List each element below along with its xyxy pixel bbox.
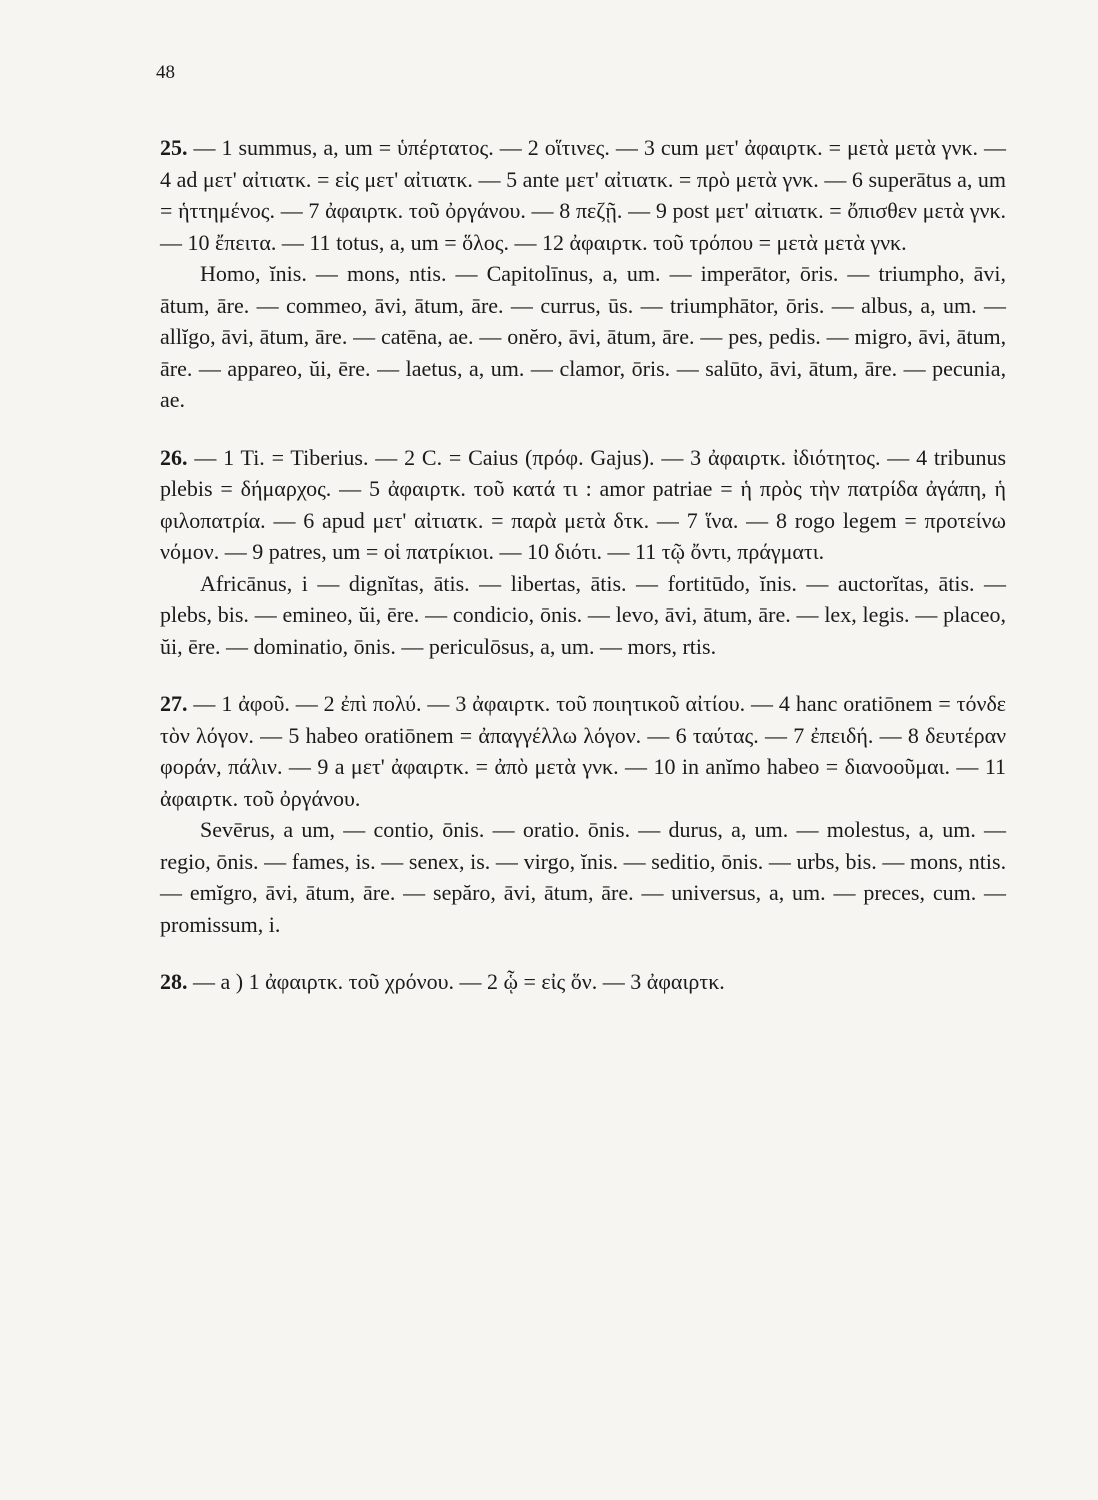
separator: — <box>306 261 347 286</box>
vocab-entry: auctorĭtas, ātis. <box>837 570 975 596</box>
separator: — <box>192 355 228 381</box>
vocab-entry: Africānus, i <box>200 570 308 596</box>
note-number: 5 <box>369 476 380 501</box>
separator: — <box>758 722 794 748</box>
separator: — <box>788 817 827 842</box>
separator: — <box>469 570 511 596</box>
separator: — <box>594 633 628 659</box>
separator: — <box>976 880 1007 905</box>
vocab-entry: dignĭtas, ātis. <box>348 570 470 596</box>
note-text: hanc oratiōnem = τόνδε τὸν λόγον. <box>160 691 1007 748</box>
separator: — <box>493 135 528 160</box>
note-text: ante μετ' αἰτιατκ. = πρὸ μετὰ γνκ. <box>522 166 819 192</box>
separator: — <box>950 754 985 779</box>
vocab-entry: sepăro, āvi, ātum, āre. <box>433 880 634 905</box>
separator: — <box>335 817 374 842</box>
vocab-entry: promissum, i. <box>160 911 281 937</box>
note-text: a μετ' ἀφαιρτκ. = ἀπὸ μετὰ γνκ. <box>334 754 619 779</box>
note-number: 7 <box>308 198 320 223</box>
separator: — <box>796 570 838 596</box>
note-text: διότι. <box>554 539 603 564</box>
vocab-entry: imperātor, ōris. <box>700 261 839 286</box>
note-number: 3 <box>643 135 655 160</box>
vocab-entry: Homo, ĭnis. <box>200 261 307 286</box>
note-text: ἀφαιρτκ. τοῦ χρόνου. <box>265 969 454 994</box>
separator: — <box>738 507 776 533</box>
section-2 <box>160 688 1006 940</box>
note-text: totus, a, um = ὅλος. <box>336 229 510 255</box>
note-text: summus, a, um = ὑπέρτατος. <box>238 135 494 160</box>
separator: — <box>524 355 560 381</box>
separator: — <box>790 602 825 627</box>
note-number: 2 <box>527 135 539 160</box>
note-number: 4 <box>916 444 928 470</box>
separator: — <box>909 602 944 627</box>
section-number: 26. <box>160 444 188 470</box>
note-text: apud μετ' αἰτιατκ. = παρὰ μετὰ δτκ. <box>322 507 650 533</box>
separator: — <box>824 292 862 318</box>
note-number: 8 <box>775 507 787 533</box>
separator: — <box>484 817 523 842</box>
note-text: ad μετ' αἰτιατκ. = εἰς μετ' αἰτιατκ. <box>176 166 473 192</box>
note-number: 9 <box>655 198 667 223</box>
note-text: ταύτας. <box>692 722 759 748</box>
separator: — <box>509 229 543 255</box>
vocab-entry: albus, a, um. <box>861 292 977 318</box>
section-notes <box>160 442 1006 568</box>
separator: — <box>275 198 309 223</box>
note-number: 6 <box>851 166 863 192</box>
note-text: tribunus plebis = δήμαρχος. <box>160 444 1007 501</box>
note-number: 2 <box>404 444 416 470</box>
note-number: 4 <box>778 691 790 716</box>
separator: — <box>248 602 283 627</box>
separator: — <box>258 848 292 874</box>
separator: — <box>421 691 456 716</box>
note-text: ἀφαιρτκ. τοῦ κατά τι : amor patriae = ἡ πρὸς τὴν πατρίδα ἀγάπη, ἡ φιλοπατρία. <box>160 476 1006 533</box>
vocab-entry: allĭgo, āvi, ātum, āre. <box>160 324 348 349</box>
separator: — <box>219 539 253 564</box>
note-number: 8 <box>559 198 571 223</box>
separator: — <box>220 633 254 659</box>
vocab-entry: triumphātor, ōris. <box>669 292 825 318</box>
note-text: rogo legem = προτείνω νόμον. <box>160 507 1007 564</box>
note-number: 6 <box>675 722 687 748</box>
separator: — <box>609 135 644 160</box>
vocab-entry: emineo, ŭi, ēre. <box>282 602 420 627</box>
separator: — <box>453 969 487 994</box>
note-number: 9 <box>317 754 329 779</box>
vocab-entry: seditio, ōnis. <box>651 848 764 874</box>
vocab-entry: currus, ūs. <box>540 292 634 318</box>
separator: — <box>307 570 349 596</box>
section-notes <box>160 132 1006 258</box>
separator: — <box>670 355 706 381</box>
separator: — <box>375 848 409 874</box>
separator: — <box>654 444 691 470</box>
separator: — <box>289 691 324 716</box>
separator: — <box>976 292 1007 318</box>
vocab-entry: mons, ntis. <box>910 848 1007 874</box>
separator: — <box>694 324 729 349</box>
note-text: ἀφαιρτκ. <box>646 969 725 994</box>
separator: — <box>160 229 188 255</box>
separator: — <box>193 691 222 716</box>
note-number: 7 <box>686 507 698 533</box>
section-prefix: a ) <box>220 969 244 994</box>
note-number: 4 <box>160 166 171 192</box>
note-number: 10 <box>526 539 549 564</box>
section-3 <box>160 966 1006 998</box>
separator: — <box>582 602 616 627</box>
vocab-entry: senex, is. <box>408 848 491 874</box>
note-number: 11 <box>309 229 331 255</box>
note-text: ἐπὶ πολύ. <box>340 691 422 716</box>
separator: — <box>978 135 1007 160</box>
separator: — <box>630 817 669 842</box>
note-number: 2 <box>323 691 335 716</box>
separator: — <box>331 476 369 501</box>
separator: — <box>160 880 190 905</box>
vocab-entry: contio, ōnis. <box>373 817 485 842</box>
document-body <box>160 132 1006 1024</box>
vocab-entry: clamor, ōris. <box>559 355 671 381</box>
vocab-entry: urbs, bis. <box>796 848 877 874</box>
section-notes <box>160 688 1006 814</box>
vocab-entry: triumpho, āvi, ātum, āre. <box>160 261 1007 318</box>
note-text: δευτέραν φοράν, πάλιν. <box>160 722 1007 779</box>
note-number: 1 <box>223 444 235 470</box>
separator: — <box>602 539 636 564</box>
section-1 <box>160 442 1006 663</box>
separator: — <box>370 355 406 381</box>
separator: — <box>618 754 654 779</box>
vocab-entry: Capitolīnus, a, um. <box>486 261 661 286</box>
separator: — <box>473 324 508 349</box>
vocab-entry: universus, a, um. <box>671 880 826 905</box>
separator: — <box>265 507 304 533</box>
vocabulary-list <box>160 258 1006 416</box>
note-text: habeo oratiōnem = ἀπαγγέλλω λόγον. <box>305 722 642 748</box>
vocab-entry: salūto, āvi, ātum, āre. <box>705 355 898 381</box>
separator: — <box>597 969 631 994</box>
separator: — <box>525 198 560 223</box>
separator: — <box>419 602 453 627</box>
separator: — <box>873 722 908 748</box>
note-number: 10 <box>653 754 676 779</box>
note-text: ἀφαιρτκ. τοῦ ὀργάνου. <box>325 198 526 223</box>
note-text: ἐπειδή. <box>810 722 874 748</box>
note-number: 5 <box>506 166 518 192</box>
vocab-entry: pes, pedis. <box>728 324 821 349</box>
separator: — <box>446 261 487 286</box>
section-number: 27. <box>160 691 188 716</box>
note-text: ἀφαιρτκ. ἰδιότητος. <box>707 444 881 470</box>
note-text: patres, um = οἱ πατρίκιοι. <box>268 539 494 564</box>
vocab-entry: levo, āvi, ātum, āre. <box>615 602 791 627</box>
separator: — <box>193 135 222 160</box>
vocab-entry: fortitūdo, ĭnis. <box>667 570 797 596</box>
note-number: 1 <box>248 969 260 994</box>
note-text: ἵνα. <box>705 507 739 533</box>
section-number: 25. <box>160 135 188 160</box>
note-number: 3 <box>630 969 642 994</box>
note-number: 5 <box>288 722 300 748</box>
note-number: 11 <box>635 539 657 564</box>
vocab-entry: plebs, bis. <box>160 602 249 627</box>
separator: — <box>974 570 1007 596</box>
note-number: 7 <box>793 722 805 748</box>
separator: — <box>897 355 933 381</box>
note-number: 9 <box>252 539 264 564</box>
separator: — <box>626 570 668 596</box>
vocab-entry: lex, legis. <box>824 602 910 627</box>
note-number: 8 <box>907 722 919 748</box>
note-number: 3 <box>455 691 467 716</box>
note-number: 1 <box>221 135 233 160</box>
section-notes: 28. — a ) 1 ἀφαιρτκ. τοῦ χρόνου. — 2 ᾧ = εἰς ὅν. — 3 ἀφαιρτκ. <box>160 969 725 994</box>
note-text: ἀφαιρτκ. τοῦ ποιητικοῦ αἰτίου. <box>472 691 746 716</box>
separator: — <box>745 691 779 716</box>
separator: — <box>472 166 507 192</box>
note-text: πεζῇ. <box>575 198 623 223</box>
vocab-entry: emĭgro, āvi, ātum, āre. <box>189 880 396 905</box>
separator: — <box>368 444 405 470</box>
note-text: τῷ ὄντι, πράγματι. <box>661 539 825 564</box>
separator: — <box>622 198 656 223</box>
vocab-entry: appareo, ŭi, ēre. <box>227 355 371 381</box>
separator: — <box>395 633 429 659</box>
note-number: 2 <box>486 969 498 994</box>
note-text: ᾧ = εἰς ὅν. <box>503 969 598 994</box>
vocab-entry: pecunia, ae. <box>160 355 1007 412</box>
note-text: ἀφαιρτκ. τοῦ τρόπου = μετὰ μετὰ γνκ. <box>569 229 907 255</box>
page-number: 48 <box>156 62 175 83</box>
note-number: 6 <box>303 507 315 533</box>
note-number: 11 <box>984 754 1007 779</box>
separator: — <box>825 880 864 905</box>
note-text: ἀφοῦ. <box>238 691 290 716</box>
separator: — <box>253 722 289 748</box>
separator: — <box>633 292 670 318</box>
separator: — <box>838 261 879 286</box>
vocab-entry: onĕro, āvi, ātum, āre. <box>507 324 695 349</box>
vocab-entry: fames, is. <box>291 848 376 874</box>
separator: — <box>493 539 527 564</box>
separator: — <box>818 166 852 192</box>
note-text: ἀφαιρτκ. τοῦ ὀργάνου. <box>160 785 361 811</box>
separator: — <box>503 292 541 318</box>
separator: — <box>975 817 1007 842</box>
separator: — <box>490 848 524 874</box>
note-text: cum μετ' ἀφαιρτκ. = μετὰ μετὰ γνκ. <box>660 135 979 160</box>
separator: — <box>249 292 286 318</box>
note-number: 10 <box>187 229 210 255</box>
note-text: C. = Caius (πρόφ. Gajus). <box>421 444 655 470</box>
note-text: post μετ' αἰτιατκ. = ὄπισθεν μετὰ γνκ. <box>672 198 1007 223</box>
vocab-entry: preces, cum. <box>863 880 977 905</box>
note-number: 1 <box>221 691 233 716</box>
separator: — <box>649 507 687 533</box>
separator: — <box>660 261 701 286</box>
separator: — <box>633 880 672 905</box>
separator: — <box>763 848 797 874</box>
separator: — <box>395 880 434 905</box>
note-text: ἔπειτα. <box>215 229 277 255</box>
note-text: Ti. = Tiberius. <box>240 444 369 470</box>
vocab-entry: durus, a, um. <box>668 817 789 842</box>
separator: — <box>876 848 910 874</box>
section-number: 28. <box>160 969 188 994</box>
separator: — <box>880 444 917 470</box>
vocab-entry: oratio. ōnis. <box>522 817 631 842</box>
note-text: in anĭmo habeo = διανοοῦμαι. <box>681 754 950 779</box>
vocab-entry: condicio, ōnis. <box>452 602 583 627</box>
vocab-entry: migro, āvi, ātum, āre. <box>160 324 1007 381</box>
vocabulary-list <box>160 568 1006 663</box>
separator: — <box>618 848 652 874</box>
vocab-entry: laetus, a, um. <box>405 355 525 381</box>
separator: — <box>820 324 855 349</box>
vocab-entry: Sevērus, a um, <box>200 817 335 842</box>
separator: — <box>194 444 224 470</box>
vocab-entry: regio, ōnis. <box>160 848 259 874</box>
separator: — <box>641 722 676 748</box>
separator: — <box>347 324 381 349</box>
vocab-entry: placeo, ŭi, ēre. <box>160 602 1007 659</box>
vocab-entry: molestus, a, um. <box>826 817 976 842</box>
note-text: superātus a, um = ἡττημένος. <box>160 166 1007 223</box>
vocab-entry: commeo, āvi, ātum, āre. <box>285 292 504 318</box>
note-number: 3 <box>690 444 702 470</box>
vocab-entry: libertas, ātis. <box>510 570 627 596</box>
section-0 <box>160 132 1006 416</box>
vocab-entry: mons, ntis. <box>346 261 447 286</box>
separator: — <box>276 229 310 255</box>
vocab-entry: catēna, ae. <box>381 324 474 349</box>
vocab-entry: mors, rtis. <box>627 633 717 659</box>
note-text: οἵτινες. <box>544 135 610 160</box>
vocabulary-list <box>160 814 1006 940</box>
vocab-entry: periculōsus, a, um. <box>428 633 595 659</box>
note-number: 12 <box>542 229 565 255</box>
vocab-entry: virgo, ĭnis. <box>523 848 619 874</box>
separator: — <box>282 754 318 779</box>
vocab-entry: dominatio, ōnis. <box>253 633 396 659</box>
